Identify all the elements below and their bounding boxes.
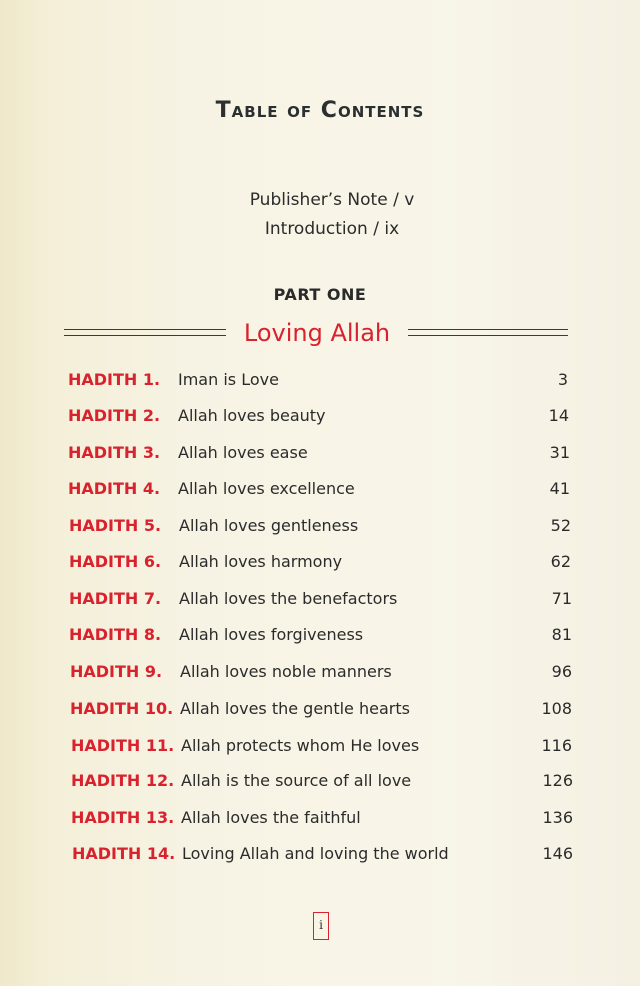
- entry-title: Allah loves the gentle hearts: [180, 699, 410, 718]
- entry-page: 41: [549, 479, 570, 498]
- toc-entry: [68, 475, 570, 503]
- entry-page: 108: [541, 699, 572, 718]
- toc-entry: [71, 732, 572, 760]
- entry-page: 96: [551, 662, 572, 681]
- double-rule-left: [64, 329, 226, 336]
- entry-page: 3: [557, 370, 568, 389]
- toc-entry: [72, 840, 573, 868]
- section-heading-rule: [64, 316, 568, 350]
- entry-number: HADITH 8.: [69, 625, 162, 644]
- toc-entry: [68, 366, 568, 394]
- entry-number: HADITH 4.: [68, 479, 161, 498]
- double-rule-right: [408, 329, 568, 336]
- entry-title: Allah loves the benefactors: [179, 589, 398, 608]
- entry-number: HADITH 7.: [69, 589, 162, 608]
- page-number-box: i: [313, 912, 329, 940]
- entry-title: Allah loves gentleness: [179, 516, 359, 535]
- entry-number: HADITH 2.: [68, 406, 161, 425]
- entry-number: HADITH 9.: [70, 662, 163, 681]
- entry-number: HADITH 5.: [69, 516, 162, 535]
- entry-page: 126: [542, 771, 573, 790]
- entry-number: HADITH 3.: [68, 443, 161, 462]
- page-title: Table of Contents: [215, 98, 425, 123]
- entry-number: HADITH 1.: [68, 370, 161, 389]
- toc-entry: [70, 695, 572, 723]
- toc-entry: [69, 512, 571, 540]
- part-heading: PART ONE: [273, 285, 367, 304]
- entry-number: HADITH 13.: [71, 808, 175, 827]
- publishers-note-entry: Publisher’s Note / v: [249, 190, 415, 210]
- entry-page: 62: [550, 552, 571, 571]
- entry-number: HADITH 10.: [70, 699, 174, 718]
- toc-entry: [69, 621, 572, 649]
- entry-title: Iman is Love: [178, 370, 279, 389]
- entry-page: 81: [551, 625, 572, 644]
- entry-number: HADITH 14.: [72, 844, 176, 863]
- entry-number: HADITH 6.: [69, 552, 162, 571]
- entry-page: 71: [551, 589, 572, 608]
- toc-entry: [69, 548, 571, 576]
- entry-page: 31: [549, 443, 570, 462]
- entry-page: 14: [548, 406, 569, 425]
- section-title: Loving Allah: [243, 319, 391, 347]
- entry-title: Allah loves excellence: [178, 479, 355, 498]
- entry-title: Loving Allah and loving the world: [182, 844, 449, 863]
- entry-number: HADITH 12.: [71, 771, 175, 790]
- entry-title: Allah loves forgiveness: [179, 625, 364, 644]
- entry-page: 136: [542, 808, 573, 827]
- entry-page: 52: [550, 516, 571, 535]
- entry-page: 146: [542, 844, 573, 863]
- toc-entry: [70, 658, 572, 686]
- entry-title: Allah loves noble manners: [180, 662, 392, 681]
- entry-title: Allah protects whom He loves: [181, 736, 420, 755]
- entry-page: 116: [541, 736, 572, 755]
- entry-title: Allah loves beauty: [178, 406, 326, 425]
- toc-entry: [68, 402, 569, 430]
- introduction-entry: Introduction / ix: [264, 219, 400, 239]
- toc-entry: [68, 439, 570, 467]
- entry-title: Allah loves ease: [178, 443, 308, 462]
- toc-entry: [71, 804, 573, 832]
- toc-entry: [69, 585, 572, 613]
- entry-number: HADITH 11.: [71, 736, 175, 755]
- entry-title: Allah is the source of all love: [181, 771, 412, 790]
- toc-entry: [71, 767, 573, 795]
- entry-title: Allah loves harmony: [179, 552, 343, 571]
- entry-title: Allah loves the faithful: [181, 808, 361, 827]
